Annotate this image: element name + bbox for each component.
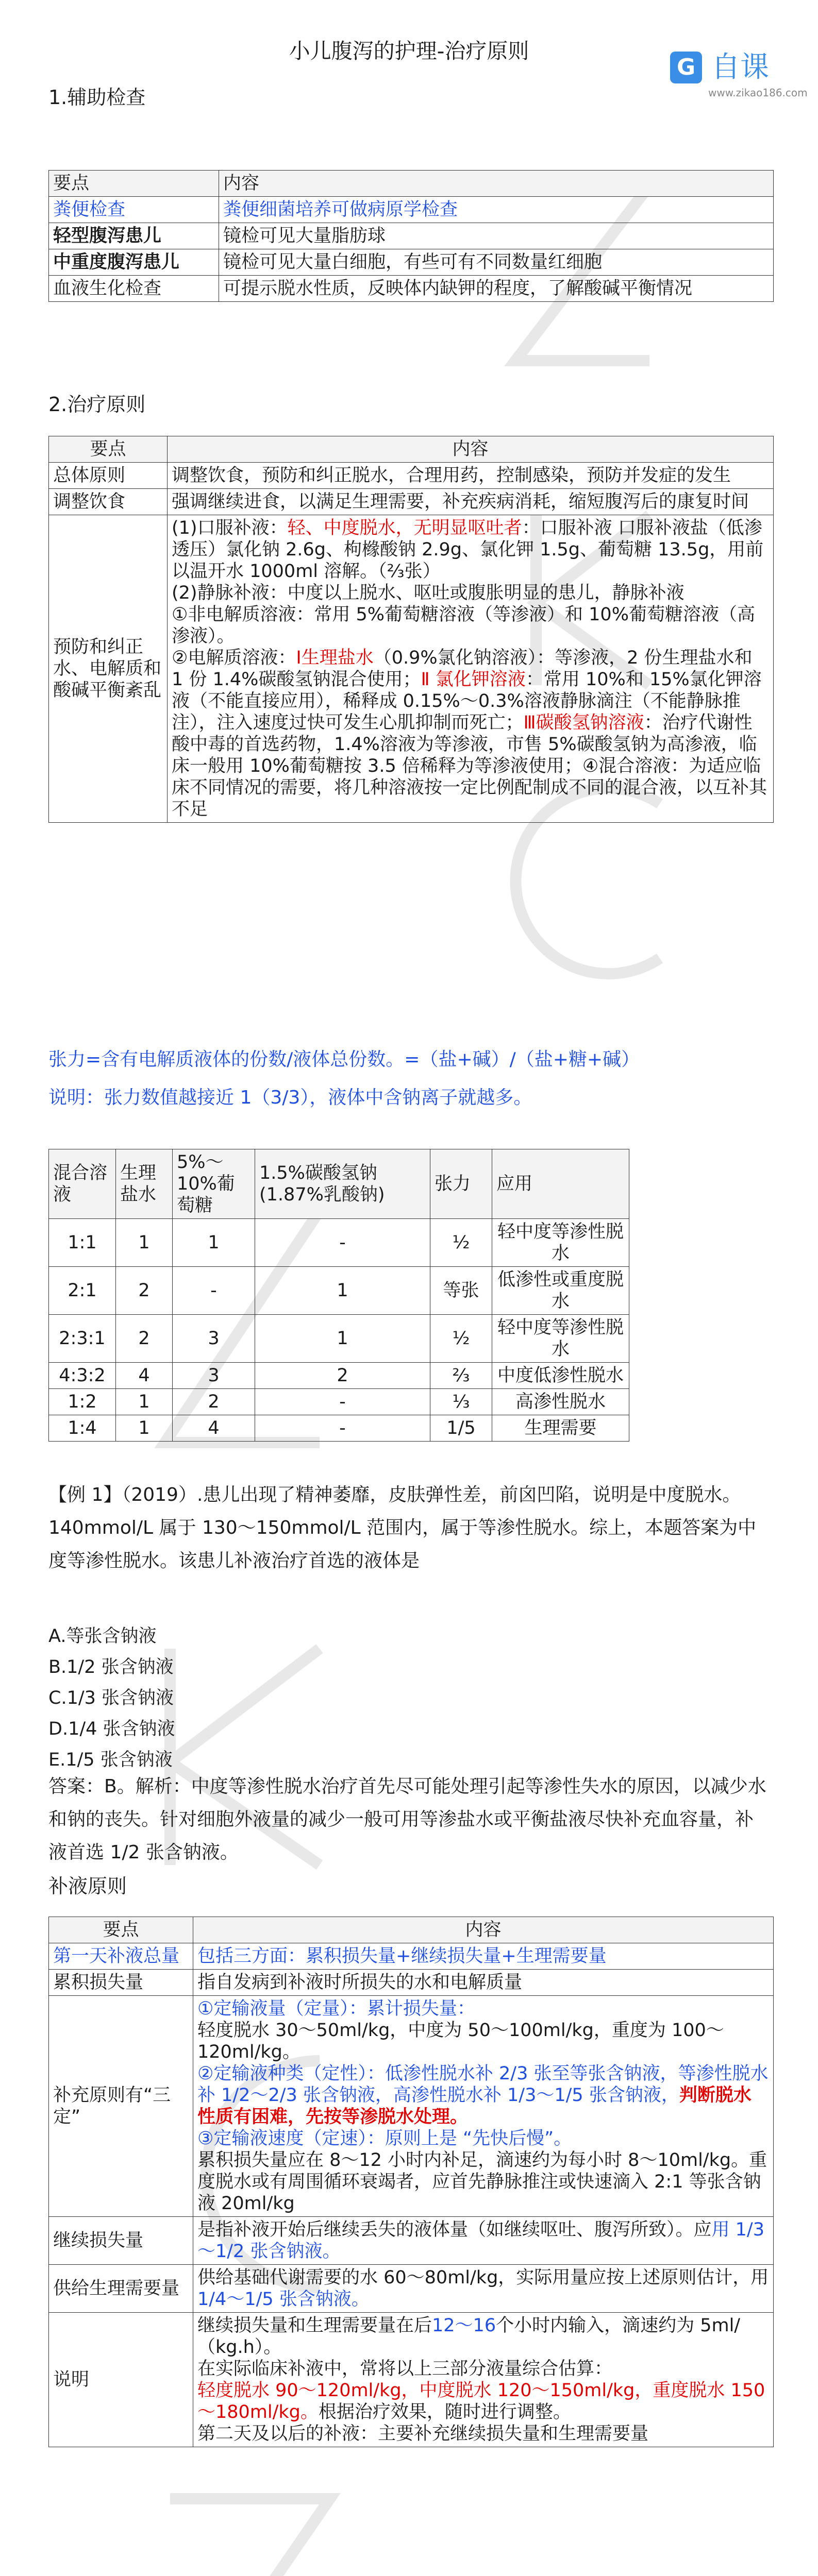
row-key: 调整饮食 <box>49 489 168 515</box>
kcl-label: Ⅱ 氯化钾溶液 <box>421 669 526 690</box>
table-row <box>49 2265 774 2313</box>
header-cell: 5%～10%葡萄糖 <box>173 1149 255 1219</box>
section-heading-treatment: 2.治疗原则 <box>48 393 146 416</box>
cell: 1 <box>173 1219 255 1267</box>
row-key: 轻型腹泻患儿 <box>49 223 219 249</box>
example1-option-d: D.1/4 张含钠液 <box>48 1719 175 1739</box>
note-line2: 在实际临床补液中，常将以上三部分液量综合估算： <box>197 2359 613 2379</box>
oral-indication: 轻、中度脱水，无明显呕吐者 <box>287 518 522 538</box>
electrolyte-label: ②电解质溶液： <box>172 648 296 668</box>
row-value <box>193 1996 774 2217</box>
mixed-solution-table <box>48 1149 629 1442</box>
cell: 2 <box>116 1315 173 1363</box>
note-total-volumes: 轻度脱水 90～120ml/kg，中度脱水 120～150ml/kg，重度脱水 150～180ml/kg。 <box>197 2380 765 2422</box>
row-value <box>168 515 774 823</box>
define-type: ②定输液种类（定性）：低渗性脱水补 2/3 张至等张含钠液，等渗性脱水补 1/2～2/3 张含钠液，高渗性脱水补 1/3～1/5 张含钠液， <box>197 2063 769 2106</box>
volume-detail: 轻度脱水 30～50ml/kg，中度为 50～100ml/kg，重度为 100～120ml/kg。 <box>197 2020 724 2062</box>
row-value <box>193 2265 774 2313</box>
example1-option-a: A.等张含钠液 <box>48 1626 157 1647</box>
aux-exam-table <box>48 170 774 302</box>
cell: 1:4 <box>49 1415 116 1442</box>
row-value: 调整饮食，预防和纠正脱水，合理用药，控制感染，预防并发症的发生 <box>168 463 774 489</box>
cell: ½ <box>430 1219 492 1267</box>
table-row <box>49 1267 629 1315</box>
table-row <box>49 1219 629 1267</box>
bicarb-detail: ：治疗代谢性酸中毒的首选药物，1.4%溶液为等渗液，市售 5%碳酸氢钠为高渗液，临床一般用 10%葡萄糖按 3.5 倍稀释为等渗液使用；④混合溶液：为适应临床不同情况的需要，将几种溶液按一定比例配制成不同的混合液，以互补其不足 <box>172 713 767 820</box>
header-cell: 生理盐水 <box>116 1149 173 1219</box>
tonicity-note: 说明：张力数值越接近 1（3/3），液体中含钠离子就越多。 <box>48 1087 532 1108</box>
maintenance-solution: 1/4～1/5 张含钠液。 <box>197 2289 370 2310</box>
cell: 2 <box>255 1363 430 1389</box>
row-value: 指自发病到补液时所损失的水和电解质量 <box>193 1970 774 1996</box>
cell: - <box>173 1267 255 1315</box>
section-heading-auxiliary-exam: 1.辅助检查 <box>48 86 146 109</box>
cell: 1 <box>116 1219 173 1267</box>
row-key: 总体原则 <box>49 463 168 489</box>
header-cell: 1.5%碳酸氢钠(1.87%乳酸钠) <box>255 1149 430 1219</box>
row-value: 粪便细菌培养可做病原学检查 <box>219 197 774 223</box>
table-row <box>49 463 774 489</box>
example1-option-b: B.1/2 张含钠液 <box>48 1657 174 1677</box>
oral-detail: ：口服补液 口服补液盐（低渗透压）氯化钠 2.6g、枸橼酸钠 2.9g、氯化钾 1.5g、葡萄糖 13.5g，用前以温开水 1000ml 溶解。（⅔张） <box>172 518 764 582</box>
note-line1-end: 个小时内输入，滴速约为 5ml/（kg.h）。 <box>197 2315 741 2358</box>
cell: 4 <box>173 1415 255 1442</box>
row-key: 累积损失量 <box>49 1970 193 1996</box>
table-row <box>49 1415 629 1442</box>
table-header-row <box>49 171 774 197</box>
table-row <box>49 276 774 302</box>
kcl-detail: ：常用 10%和 15%氯化钾溶液（不能直接应用），稀释成 0.15%～0.3%溶液静脉滴注（不能静脉推注），注入速度过快可发生心肌抑制而死亡； <box>172 669 762 733</box>
row-value: 包括三方面：累积损失量+继续损失量+生理需要量 <box>193 1943 774 1970</box>
row-value: 强调继续进食，以满足生理需要，补充疾病消耗，缩短腹泻后的康复时间 <box>168 489 774 515</box>
row-key: 供给生理需要量 <box>49 2265 193 2313</box>
cell: 1/5 <box>430 1415 492 1442</box>
cell: - <box>255 1219 430 1267</box>
ongoing-loss-text: 是指补液开始后继续丢失的液体量（如继续呕吐、腹泻所致）。应 <box>197 2219 712 2240</box>
oral-rehydration-label: (1)口服补液： <box>172 518 288 538</box>
header-cell: 要点 <box>49 1917 193 1943</box>
cell: 轻中度等渗性脱水 <box>492 1219 629 1267</box>
row-key: 说明 <box>49 2313 193 2447</box>
row-key: 第一天补液总量 <box>49 1943 193 1970</box>
example1-option-e: E.1/5 张含钠液 <box>48 1750 173 1770</box>
cell: 中度低渗性脱水 <box>492 1363 629 1389</box>
example1-option-c: C.1/3 张含钠液 <box>48 1688 174 1708</box>
table-row <box>49 223 774 249</box>
note-day2: 第二天及以后的补液：主要补充继续损失量和生理需要量 <box>197 2424 649 2444</box>
fluid-principle-table <box>48 1917 774 2447</box>
header-cell: 要点 <box>49 171 219 197</box>
cell: 1 <box>116 1415 173 1442</box>
example1-answer: 答案：B。解析：中度等渗性脱水治疗首先尽可能处理引起等渗性失水的原因，以减少水和钠的丧失。针对细胞外液量的减少一般可用等渗盐水或平衡盐液尽快补充血容量，补液首选 1/2 张含钠液。 <box>48 1776 766 1863</box>
define-volume: ①定输液量（定量）：累计损失量： <box>197 1998 475 2019</box>
type-note: 判断脱水性质有困难，先按等渗脱水处理。 <box>197 2085 752 2127</box>
row-value: 镜检可见大量白细胞，有些可有不同数量红细胞 <box>219 249 774 276</box>
row-key: 粪便检查 <box>49 197 219 223</box>
cell: 低渗性或重度脱水 <box>492 1267 629 1315</box>
row-value: 可提示脱水性质，反映体内缺钾的程度，了解酸碱平衡情况 <box>219 276 774 302</box>
cell: 1 <box>255 1267 430 1315</box>
logo-mark: G <box>670 52 702 83</box>
cell: 1:2 <box>49 1389 116 1415</box>
rate-detail: 累积损失量应在 8～12 小时内补足，滴速约为每小时 8～10ml/kg。重度脱水或有周围循环衰竭者，应首先静脉推注或快速滴入 2:1 等张含钠液 20ml/kg <box>197 2150 767 2214</box>
section-heading-fluid-principle: 补液原则 <box>48 1875 127 1897</box>
row-value: 镜检可见大量脂肪球 <box>219 223 774 249</box>
cell: 1 <box>116 1389 173 1415</box>
cell: ⅓ <box>430 1389 492 1415</box>
table-header-row <box>49 436 774 463</box>
row-value <box>193 2313 774 2447</box>
tonicity-formula: 张力=含有电解质液体的份数/液体总份数。=（盐+碱）/（盐+糖+碱） <box>48 1049 640 1070</box>
iv-rehydration: (2)静脉补液：中度以上脱水、呕吐或腹胀明显的患儿，静脉补液 <box>172 583 685 603</box>
cell: ⅔ <box>430 1363 492 1389</box>
note-adjust: 根据治疗效果，随时进行调整。 <box>318 2402 571 2422</box>
table-row <box>49 1363 629 1389</box>
cell: - <box>255 1389 430 1415</box>
header-cell: 混合溶液 <box>49 1149 116 1219</box>
cell: 高渗性脱水 <box>492 1389 629 1415</box>
cell: - <box>255 1415 430 1442</box>
cell: 2 <box>116 1267 173 1315</box>
cell: 3 <box>173 1315 255 1363</box>
cell: 4:3:2 <box>49 1363 116 1389</box>
row-key: 补充原则有“三定” <box>49 1996 193 2217</box>
logo-name: 自课 <box>711 50 769 84</box>
cell: 生理需要 <box>492 1415 629 1442</box>
header-cell: 应用 <box>492 1149 629 1219</box>
cell: 2:1 <box>49 1267 116 1315</box>
cell: 3 <box>173 1363 255 1389</box>
cell: 2:3:1 <box>49 1315 116 1363</box>
saline-detail: （0.9%氯化钠溶液）：等渗液，2 份生理盐水和 1 份 1.4%碳酸氢钠混合使用； <box>172 648 753 690</box>
table-row <box>49 489 774 515</box>
table-header-row <box>49 1917 774 1943</box>
table-row <box>49 2313 774 2447</box>
table-row <box>49 1315 629 1363</box>
row-key: 预防和纠正水、电解质和酸碱平衡紊乱 <box>49 515 168 823</box>
saline-label: Ⅰ生理盐水 <box>296 648 374 668</box>
table-row <box>49 249 774 276</box>
brand-logo <box>670 50 808 108</box>
logo-url: www.zikao186.com <box>708 87 808 99</box>
cell: 2 <box>173 1389 255 1415</box>
row-key: 血液生化检查 <box>49 276 219 302</box>
treatment-table <box>48 436 774 823</box>
ongoing-loss-solution: 用 1/3～1/2 张含钠液。 <box>197 2219 764 2262</box>
header-cell: 内容 <box>193 1917 774 1943</box>
table-header-row <box>49 1149 629 1219</box>
note-line1: 继续损失量和生理需要量在后 <box>197 2315 432 2336</box>
non-electrolyte: ①非电解质溶液：常用 5%葡萄糖溶液（等渗液）和 10%葡萄糖溶液（高渗液）。 <box>172 604 755 647</box>
example1-question: 【例 1】（2019）.患儿出现了精神萎靡，皮肤弹性差，前囟凹陷，说明是中度脱水。140mmol/L 属于 130～150mmol/L 范围内，属于等渗性脱水。综上，本题答案为中度等渗性脱水。该患儿补液治疗首选的液体是 <box>48 1484 757 1571</box>
cell: 1 <box>255 1315 430 1363</box>
header-cell: 内容 <box>168 436 774 463</box>
table-row <box>49 1943 774 1970</box>
row-key: 中重度腹泻患儿 <box>49 249 219 276</box>
cell: 轻中度等渗性脱水 <box>492 1315 629 1363</box>
define-rate: ③定输液速度（定速）：原则上是 “先快后慢”。 <box>197 2128 572 2149</box>
cell: 1:1 <box>49 1219 116 1267</box>
cell: ½ <box>430 1315 492 1363</box>
table-row <box>49 1996 774 2217</box>
cell: 等张 <box>430 1267 492 1315</box>
note-hours: 12～16 <box>432 2315 496 2336</box>
row-value <box>193 2217 774 2265</box>
maintenance-text: 供给基础代谢需要的水 60～80ml/kg，实际用量应按上述原则估计，用 <box>197 2267 769 2288</box>
table-row <box>49 2217 774 2265</box>
row-key: 继续损失量 <box>49 2217 193 2265</box>
cell: 4 <box>116 1363 173 1389</box>
bicarb-label: Ⅲ碳酸氢钠溶液 <box>523 713 644 733</box>
header-cell: 张力 <box>430 1149 492 1219</box>
table-row <box>49 515 774 823</box>
table-row <box>49 197 774 223</box>
table-row <box>49 1389 629 1415</box>
header-cell: 内容 <box>219 171 774 197</box>
header-cell: 要点 <box>49 436 168 463</box>
page-title: 小儿腹泻的护理-治疗原则 <box>289 39 529 63</box>
table-row <box>49 1970 774 1996</box>
